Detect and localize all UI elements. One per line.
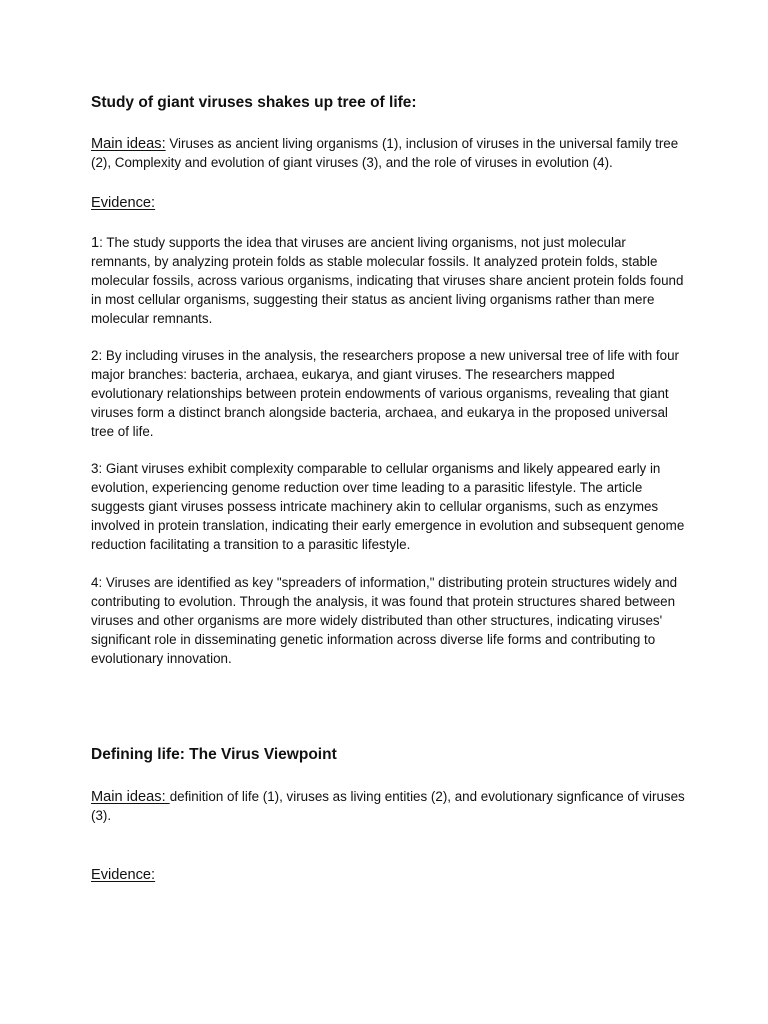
- evidence-item-4-text: : Viruses are identified as key "spreaders of information," distributing protein structures widely and contributing to evolution. Through the analysis, it was found that protein structures shared between viruses and other organisms are more widely distributed than other structures, indicating viruses' significant role in disseminating genetic information across diverse life forms and contributing to evolutionary innovation.: [91, 575, 678, 666]
- section2-title: Defining life: The Virus Viewpoint: [91, 746, 337, 763]
- section1-evidence-label: Evidence:: [91, 195, 156, 211]
- evidence-item-2-text: : By including viruses in the analysis, the researchers propose a new universal tree of life with four major branches: bacteria, archaea, eukarya, and giant viruses. The researchers mapped evolutionary relationships between protein endowments of various organisms, revealing that giant viruses form a distinct branch alongside bacteria, archaea, and eukarya in the proposed universal tree of life.: [91, 348, 680, 439]
- evidence-item-2-number: 2: [91, 348, 99, 363]
- section2-main-ideas-label: Main ideas:: [91, 789, 170, 805]
- section1-main-ideas-text: Viruses as ancient living organisms (1), inclusion of viruses in the universal family tree (2), Complexity and evolution of giant viruses (3), and the role of viruses in evolution (4).: [91, 136, 679, 170]
- section2-evidence-heading: [91, 865, 155, 885]
- section1-evidence-heading: [91, 193, 155, 213]
- evidence-item-1: [91, 234, 689, 329]
- section2-evidence-label: Evidence:: [91, 867, 156, 883]
- section2-main-ideas: [91, 788, 689, 826]
- evidence-item-4: [91, 574, 689, 669]
- evidence-item-2: [91, 347, 689, 442]
- evidence-item-3-number: 3: [91, 461, 99, 476]
- section1-title: Study of giant viruses shakes up tree of life:: [91, 94, 417, 111]
- evidence-item-3: [91, 460, 689, 555]
- section1-main-ideas: [91, 135, 689, 173]
- evidence-item-1-number: 1: [91, 235, 100, 251]
- evidence-item-4-number: 4: [91, 575, 99, 590]
- section1-main-ideas-label: Main ideas:: [91, 136, 166, 152]
- section2-main-ideas-text: definition of life (1), viruses as living entities (2), and evolutionary signficance of viruses (3).: [91, 789, 685, 823]
- evidence-item-3-text: : Giant viruses exhibit complexity comparable to cellular organisms and likely appeared early in evolution, experiencing genome reduction over time leading to a parasitic lifestyle. The article suggests giant viruses possess intricate machinery akin to cellular organisms, such as enzymes involved in protein translation, indicating their early emergence in evolution and subsequent genome reduction facilitating a transition to a parasitic lifestyle.: [91, 461, 685, 552]
- evidence-item-1-text: : The study supports the idea that viruses are ancient living organisms, not just molecular remnants, by analyzing protein folds as stable molecular fossils. It analyzed protein folds, stable molecular fossils, across various organisms, indicating that viruses share ancient protein folds found in most cellular organisms, suggesting their status as ancient living organisms rather than mere molecular remnants.: [91, 235, 684, 326]
